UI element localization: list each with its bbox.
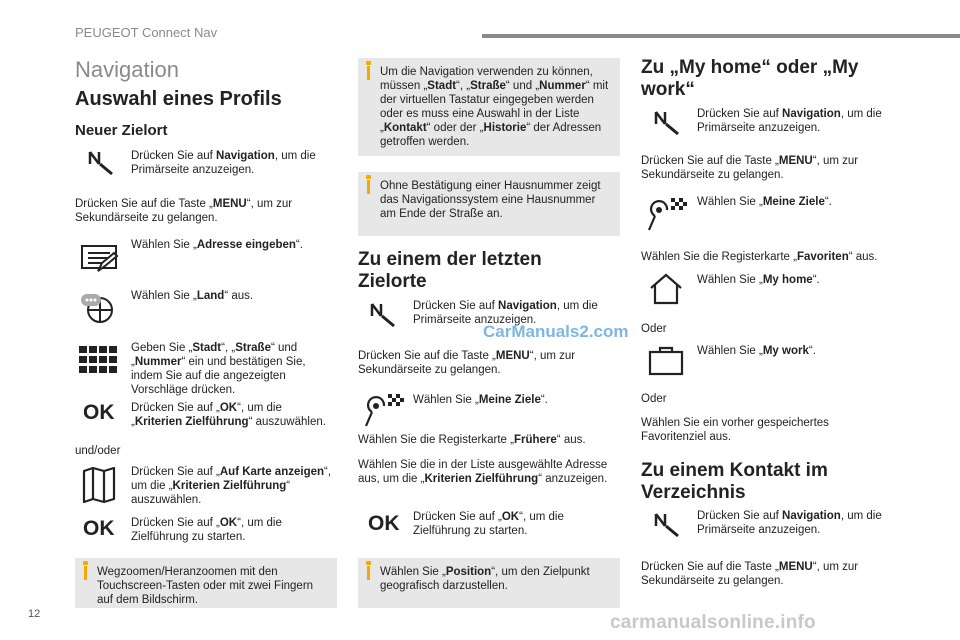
step-navigation: Drücken Sie auf Navigation, um die Primärseite anzuzeigen.: [131, 150, 316, 176]
step-start-guidance: Drücken Sie auf „OK“, um die Zielführung zu starten.: [131, 517, 282, 543]
header-title: PEUGEOT Connect Nav: [75, 25, 218, 40]
info-box-position: Wählen Sie „Position“, um den Zielpunkt geografisch darzustellen.: [358, 558, 620, 608]
subheading-new-destination: Neuer Zielort: [75, 122, 168, 139]
heading-home-work: Zu „My home“ oder „My work“: [641, 57, 859, 100]
ok-icon: OK: [83, 401, 115, 424]
step-menu: Drücken Sie auf die Taste „MENU“, um zur Sekundärseite zu gelangen.: [641, 155, 859, 181]
enter-address-icon: [80, 243, 120, 275]
navigation-icon: [654, 110, 680, 136]
step-menu: Drücken Sie auf die Taste „MENU“, um zur Sekundärseite zu gelangen.: [641, 561, 859, 587]
info-box-house-number: Ohne Bestätigung einer Hausnummer zeigt das Navigationssystem eine Hausnummer am Ende der Straße an.: [358, 172, 620, 236]
step-enter-city: Geben Sie „Stadt“, „Straße“ und „Nummer“ ein und bestätigen Sie, indem Sie auf die angezeigten Vorschläge drücken.: [131, 342, 306, 396]
step-show-on-map: Drücken Sie auf „Auf Karte anzeigen“, um die „Kriterien Zielführung“ auszuwählen.: [131, 466, 332, 506]
step-tab-favorites: Wählen Sie die Registerkarte „Favoriten“ aus.: [641, 251, 878, 263]
step-tab-recent: Wählen Sie die Registerkarte „Frühere“ aus.: [358, 434, 586, 446]
step-my-destinations: Wählen Sie „Meine Ziele“.: [697, 196, 832, 208]
info-box-zoom: Wegzoomen/Heranzoomen mit den Touchscreen-Tasten oder mit zwei Fingern auf dem Bildschirm.: [75, 558, 337, 608]
step-start-guidance: Drücken Sie auf „OK“, um die Zielführung zu starten.: [413, 511, 564, 537]
heading-recent-destinations: Zu einem der letzten Zielorte: [358, 249, 542, 292]
home-icon: [648, 272, 684, 306]
navigation-icon: [88, 150, 114, 176]
map-icon: [82, 466, 116, 504]
and-or-label: und/oder: [75, 445, 121, 457]
step-menu: Drücken Sie auf die Taste „MENU“, um zur Sekundärseite zu gelangen.: [75, 198, 293, 224]
heading-profile: Auswahl eines Profils: [75, 88, 282, 110]
step-my-work: Wählen Sie „My work“.: [697, 345, 816, 357]
keyboard-icon: [79, 346, 119, 374]
step-saved-favorite: Wählen Sie ein vorher gespeichertes Favoritenziel aus.: [641, 417, 829, 443]
or-label-2: Oder: [641, 393, 667, 405]
step-enter-address: Wählen Sie „Adresse eingeben“.: [131, 239, 303, 251]
country-icon: [80, 290, 116, 326]
info-icon: [366, 175, 371, 179]
watermark-middle: CarManuals2.com: [483, 322, 629, 341]
step-menu: Drücken Sie auf die Taste „MENU“, um zur Sekundärseite zu gelangen.: [358, 350, 576, 376]
info-icon: [366, 561, 371, 565]
section-title: Navigation: [75, 57, 179, 82]
info-box-input: Um die Navigation verwenden zu können, müssen „Stadt“, „Straße“ und „Nummer“ mit der virtuellen Tastatur eingegeben werden oder es muss eine Auswahl in der Liste „Kontakt“ oder der „Historie“ der Adressen getroffen werden.: [358, 58, 620, 156]
step-navigation: Drücken Sie auf Navigation, um die Primärseite anzuzeigen.: [697, 108, 882, 134]
step-navigation: Drücken Sie auf Navigation, um die Primärseite anzuzeigen.: [697, 510, 882, 536]
step-my-home: Wählen Sie „My home“.: [697, 274, 820, 286]
navigation-icon: [654, 512, 680, 538]
step-country: Wählen Sie „Land“ aus.: [131, 290, 254, 302]
my-destinations-icon: [647, 196, 689, 232]
header-rule: [482, 34, 960, 38]
info-icon: [366, 61, 371, 65]
step-ok-criteria: Drücken Sie auf „OK“, um die „Kriterien Zielführung“ auszuwählen.: [131, 402, 326, 428]
info-icon: [83, 561, 88, 565]
step-my-destinations: Wählen Sie „Meine Ziele“.: [413, 394, 548, 406]
ok-icon: OK: [368, 512, 400, 535]
watermark-footer: carmanualsonline.info: [610, 612, 816, 633]
heading-contact: Zu einem Kontakt im Verzeichnis: [641, 460, 828, 503]
page-number: 12: [28, 608, 41, 620]
or-label: Oder: [641, 323, 667, 335]
step-select-address: Wählen Sie die in der Liste ausgewählte Adresse aus, um die „Kriterien Zielführung“ anzuzeigen.: [358, 459, 608, 485]
work-icon: [648, 345, 684, 377]
ok-icon-2: OK: [83, 517, 115, 540]
navigation-icon: [370, 302, 396, 328]
my-destinations-icon: [364, 392, 406, 428]
step-navigation: Drücken Sie auf Navigation, um die Primärseite anzuzeigen.: [413, 300, 598, 326]
